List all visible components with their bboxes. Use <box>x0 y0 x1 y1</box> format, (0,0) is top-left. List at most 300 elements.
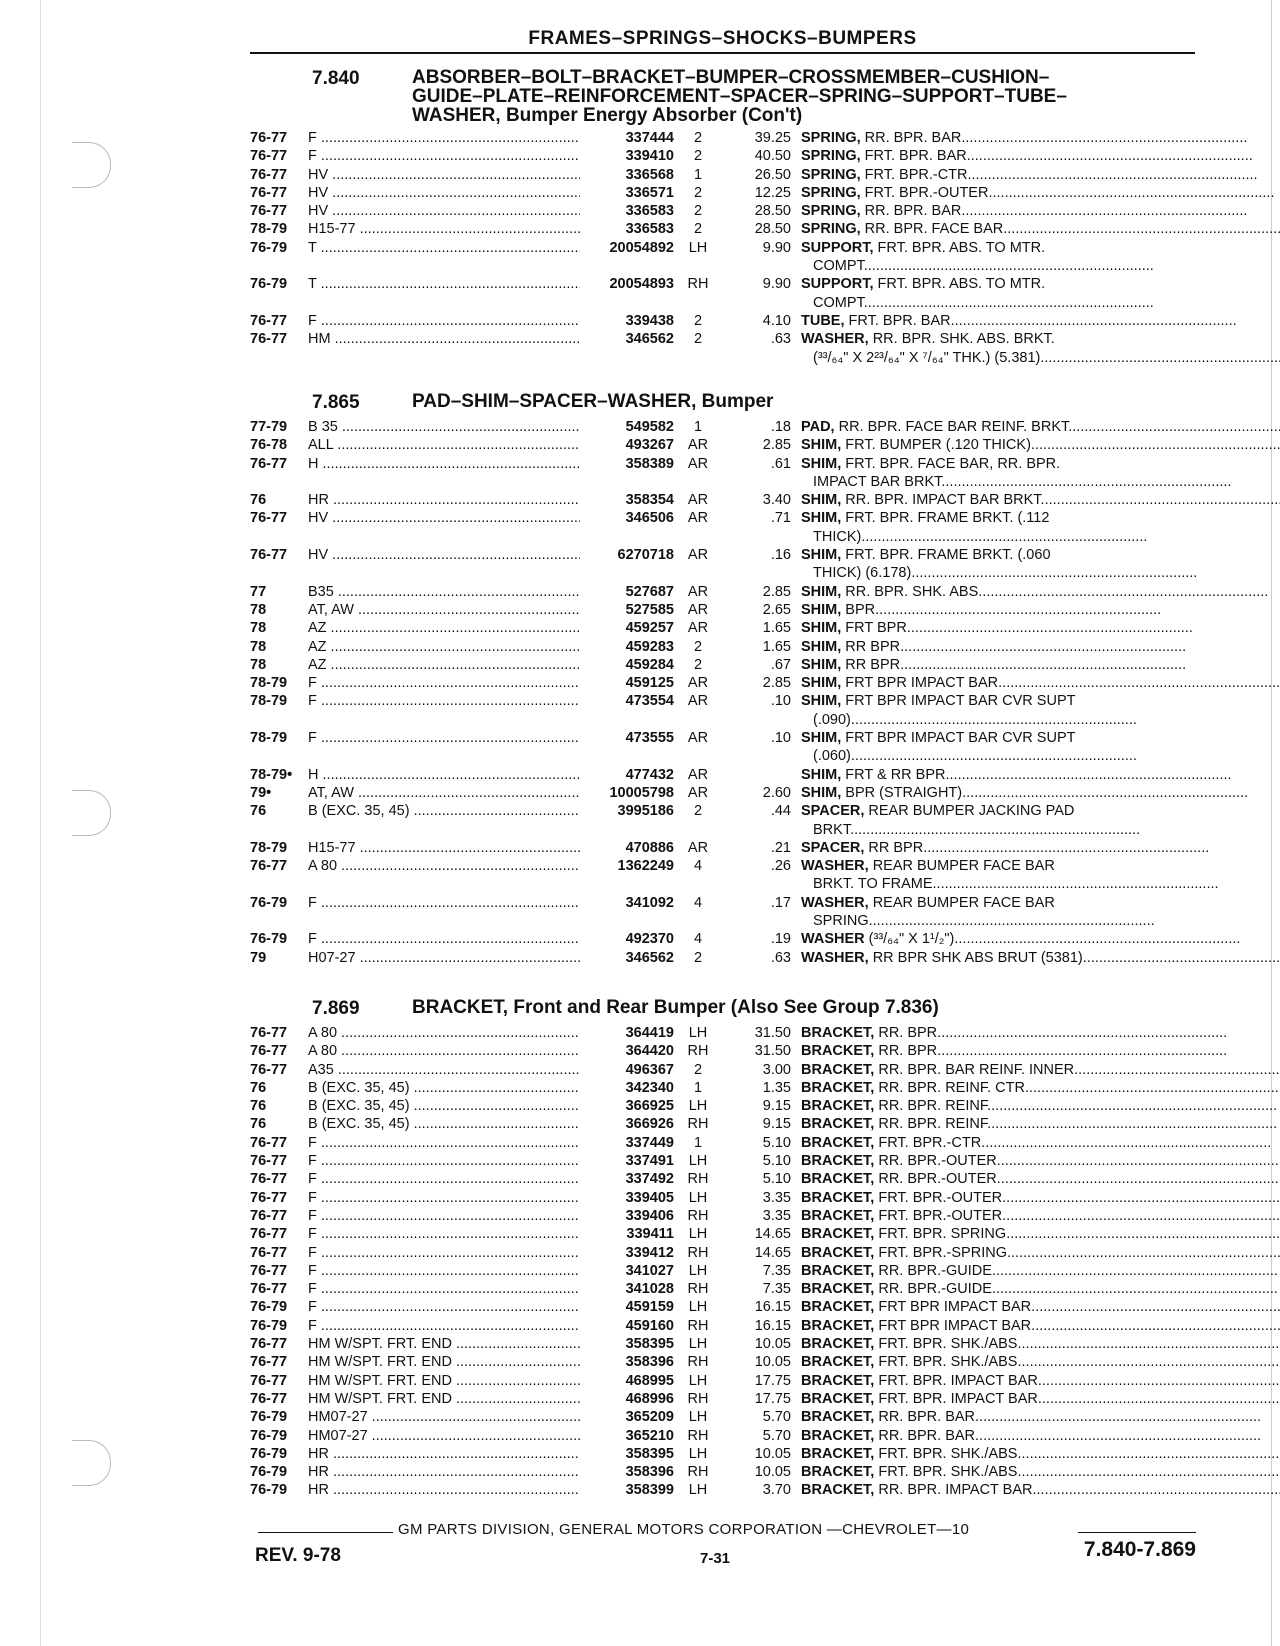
part-description <box>801 1244 1280 1262</box>
description-text <box>801 1372 1038 1390</box>
price: .63 <box>770 331 791 348</box>
quantity: 2 <box>693 331 703 348</box>
section-7-840 <box>250 68 1195 367</box>
model-code: HR ..... <box>308 1463 580 1481</box>
price: .26 <box>770 858 791 875</box>
description-line <box>801 455 1231 473</box>
model-code: B (EXC. 35, 45) ..... <box>308 802 580 839</box>
model-year: 76 <box>250 492 267 509</box>
table-row <box>250 1189 1195 1207</box>
quantity: 2 <box>693 221 703 238</box>
model-year: 76-77 <box>250 130 288 146</box>
part-detail: RR BPR <box>841 638 901 655</box>
part-detail: FRT BPR IMPACT BAR <box>841 675 999 692</box>
model-year: 76-77 <box>250 203 288 220</box>
part-detail-cont: COMPT. <box>813 258 868 275</box>
leader-dots <box>907 619 1195 637</box>
part-number: 468995 <box>625 1372 674 1389</box>
table-row <box>250 1207 1195 1225</box>
model-code: AT, AW ..... <box>308 784 580 802</box>
part-detail: FRT. BPR.-CTR. <box>874 1134 986 1151</box>
part-number: 20054892 <box>609 239 674 256</box>
price: .17 <box>770 894 791 911</box>
table-row <box>250 1335 1195 1353</box>
part-detail: REAR BUMPER FACE BAR <box>868 858 1055 875</box>
description-text <box>801 1445 1022 1463</box>
part-number: 336568 <box>625 166 674 183</box>
part-number: 339405 <box>625 1189 674 1206</box>
description-text <box>801 418 1072 436</box>
model-year: 76-77 <box>250 1262 288 1279</box>
part-detail-cont: (³³/₆₄" X 2²³/₆₄" X ⁷/₆₄" THK.) (5.381) <box>813 349 1041 366</box>
page-header: FRAMES–SPRINGS–SHOCKS–BUMPERS <box>250 28 1195 54</box>
description-text <box>801 583 982 601</box>
leader-dots <box>1022 1463 1280 1481</box>
price: 5.10 <box>762 1134 791 1151</box>
parts-table <box>250 418 1195 967</box>
part-description <box>801 436 1280 454</box>
part-detail: RR. BPR.-GUIDE <box>874 1262 992 1279</box>
part-name: BRACKET, <box>801 1317 875 1334</box>
description-line <box>801 1134 1271 1152</box>
table-row <box>250 1445 1195 1463</box>
quantity: 2 <box>693 656 703 673</box>
part-number: 473555 <box>625 730 674 747</box>
table-row <box>250 1042 1195 1060</box>
model-code: F ..... <box>308 1280 580 1298</box>
part-name: SHIM, <box>801 656 842 673</box>
section-number: 7.840 <box>312 68 360 89</box>
description-text <box>801 1244 1007 1262</box>
description-continuation <box>801 821 1195 839</box>
part-detail-cont: IMPACT BAR BRKT. <box>813 473 946 490</box>
part-description <box>801 1298 1280 1316</box>
description-line <box>801 1280 1278 1298</box>
part-description <box>801 1225 1280 1243</box>
leader-dots <box>1033 1481 1280 1499</box>
description-line <box>801 1372 1280 1390</box>
page-margin-line <box>40 0 41 1646</box>
leader-dots <box>869 912 1195 930</box>
part-description <box>801 1335 1280 1353</box>
leader-dots <box>1022 1445 1280 1463</box>
part-detail: FRT. BPR. FRAME BRKT. (.112 <box>841 510 1050 527</box>
leader-dots <box>868 257 1195 275</box>
part-description <box>801 766 1232 784</box>
table-row <box>250 166 1195 184</box>
model-year: 78-79 <box>250 221 288 238</box>
quantity: RH <box>687 1317 709 1334</box>
part-number: 468996 <box>625 1390 674 1407</box>
leader-dots <box>900 638 1195 656</box>
description-line <box>801 1225 1280 1243</box>
part-detail: RR. BPR.-OUTER <box>874 1153 997 1170</box>
leader-dots <box>911 564 1197 582</box>
model-year: 78-79 <box>250 675 288 692</box>
leader-dots <box>1002 1189 1280 1207</box>
description-line <box>801 1152 1280 1170</box>
part-number: 337492 <box>625 1171 674 1188</box>
part-name: BRACKET, <box>801 1098 875 1115</box>
part-description <box>801 839 1209 857</box>
description-line <box>801 129 1247 147</box>
part-name: SHIM, <box>801 730 842 747</box>
description-continuation <box>801 473 1231 491</box>
model-year: 76-79 <box>250 276 288 293</box>
description-text <box>801 1408 975 1426</box>
description-text <box>801 1280 992 1298</box>
part-number: 1362249 <box>617 858 674 875</box>
leader-dots <box>951 312 1237 330</box>
part-name: BRACKET, <box>801 1226 875 1243</box>
model-code: H07-27 ..... <box>308 949 580 967</box>
table-row <box>250 1152 1195 1170</box>
description-text <box>801 949 1083 967</box>
part-description <box>801 1353 1280 1371</box>
part-number: 493267 <box>625 437 674 454</box>
leader-dots <box>1072 418 1280 436</box>
description-text <box>801 638 900 656</box>
model-year: 76-77 <box>250 1061 288 1078</box>
quantity: LH <box>688 1153 708 1170</box>
part-detail: FRT. BPR. SHK./ABS. <box>874 1336 1022 1353</box>
description-text <box>801 239 1045 257</box>
leader-dots <box>1022 1353 1280 1371</box>
model-code: F ..... <box>308 1298 580 1316</box>
table-row <box>250 1427 1195 1445</box>
model-code: F ..... <box>308 1189 580 1207</box>
part-name: BRACKET, <box>801 1025 875 1041</box>
model-year: 76-77 <box>250 1244 288 1261</box>
quantity: LH <box>688 1025 708 1041</box>
table-row <box>250 491 1195 509</box>
part-detail-cont: SPRING <box>813 913 869 930</box>
model-year: 76-79 <box>250 1317 288 1334</box>
price: 39.25 <box>754 130 791 146</box>
description-line <box>801 1408 1261 1426</box>
part-description <box>801 1408 1261 1426</box>
part-description <box>801 491 1280 509</box>
quantity: 2 <box>693 184 703 201</box>
price: 12.25 <box>754 184 791 201</box>
part-name: BRACKET, <box>801 1153 875 1170</box>
price: .21 <box>770 839 791 856</box>
price: 10.05 <box>754 1464 791 1481</box>
table-row <box>250 455 1195 492</box>
part-description <box>801 1427 1261 1445</box>
part-detail: (³³/₆₄" X 1¹/₂") <box>864 931 955 948</box>
part-description <box>801 509 1195 546</box>
description-text <box>801 1353 1022 1371</box>
quantity: LH <box>688 1372 708 1389</box>
part-detail: FRT. BPR.-CTR. <box>860 166 972 183</box>
part-name: SHIM, <box>801 620 842 637</box>
model-code: HM W/SPT. FRT. END ..... <box>308 1353 580 1371</box>
part-name: BRACKET, <box>801 1336 875 1353</box>
price: 7.35 <box>762 1281 791 1298</box>
table-row <box>250 583 1195 601</box>
quantity: LH <box>688 1445 708 1462</box>
description-text <box>801 601 875 619</box>
model-year: 79 <box>250 949 267 966</box>
section-heading <box>250 68 1195 125</box>
part-description <box>801 1170 1280 1188</box>
binder-hole <box>72 142 111 188</box>
part-detail: FRT. BUMPER (.120 THICK) <box>841 437 1031 454</box>
description-line <box>801 839 1209 857</box>
part-name: SHIM, <box>801 492 842 509</box>
description-text <box>801 1042 941 1060</box>
quantity: LH <box>688 1189 708 1206</box>
table-row <box>250 1134 1195 1152</box>
part-number: 336571 <box>625 184 674 201</box>
quantity: RH <box>687 1207 709 1224</box>
part-name: SHIM, <box>801 675 842 692</box>
part-number: 336583 <box>625 203 674 220</box>
description-line <box>801 930 1240 948</box>
part-description <box>801 202 1247 220</box>
part-number: 339406 <box>625 1207 674 1224</box>
part-name: SHIM, <box>801 766 842 783</box>
leader-dots <box>1031 1317 1280 1335</box>
description-text <box>801 894 1055 912</box>
part-detail: FRT. BPR.-OUTER <box>874 1207 1003 1224</box>
quantity: LH <box>688 239 708 256</box>
leader-dots <box>923 839 1209 857</box>
model-year: 76-77 <box>250 1226 288 1243</box>
part-number: 473554 <box>625 693 674 710</box>
part-detail: REAR BUMPER JACKING PAD <box>864 803 1075 820</box>
model-code: F ..... <box>308 674 580 692</box>
part-name: SPACER, <box>801 803 865 820</box>
part-name: SUPPORT, <box>801 276 874 293</box>
parts-table <box>250 129 1195 367</box>
table-row <box>250 1353 1195 1371</box>
table-row <box>250 1463 1195 1481</box>
table-row <box>250 275 1195 312</box>
part-detail: RR. BPR. FACE BAR <box>860 221 1004 238</box>
model-code: F ..... <box>308 1134 580 1152</box>
part-number: 459284 <box>625 656 674 673</box>
description-text <box>801 1390 1038 1408</box>
part-description <box>801 1097 1277 1115</box>
quantity: RH <box>687 1464 709 1481</box>
part-description <box>801 1061 1280 1079</box>
price: 9.90 <box>762 276 791 293</box>
part-name: BRACKET, <box>801 1390 875 1407</box>
model-code: F ..... <box>308 147 580 165</box>
section-heading <box>250 998 1195 1020</box>
model-code: ALL ..... <box>308 436 580 454</box>
price: 17.75 <box>754 1390 791 1407</box>
part-detail: FRT. BPR.-SPRING <box>874 1244 1007 1261</box>
part-detail-cont: THICK) (6.178) <box>813 565 912 582</box>
revision-date: REV. 9-78 <box>255 1545 341 1566</box>
section-title <box>412 392 773 414</box>
table-row <box>250 1170 1195 1188</box>
part-detail: RR. BPR. SHK. ABS. <box>841 583 983 600</box>
description-line <box>801 692 1195 710</box>
model-code: H15-77 ..... <box>308 839 580 857</box>
description-text <box>801 1170 997 1188</box>
part-number: 365210 <box>625 1427 674 1444</box>
footer-rule-right <box>1078 1532 1196 1533</box>
part-description <box>801 1372 1280 1390</box>
quantity: 2 <box>693 312 703 329</box>
model-year: 78-79 <box>250 730 288 747</box>
part-detail: RR BPR SHK ABS BRUT (5381) <box>868 949 1083 966</box>
part-name: SHIM, <box>801 784 842 801</box>
part-description <box>801 1280 1278 1298</box>
quantity: RH <box>687 1427 709 1444</box>
description-text <box>801 1427 975 1445</box>
part-number: 346506 <box>625 510 674 527</box>
part-description <box>801 166 1258 184</box>
part-name: SPRING, <box>801 148 861 165</box>
model-code: F ..... <box>308 729 580 766</box>
price: .67 <box>770 656 791 673</box>
table-row <box>250 894 1195 931</box>
part-number: 341027 <box>625 1262 674 1279</box>
part-name: TUBE, <box>801 312 845 329</box>
part-number: 470886 <box>625 839 674 856</box>
price: .10 <box>770 730 791 747</box>
part-name: PAD, <box>801 419 835 435</box>
description-text <box>801 619 907 637</box>
quantity: 1 <box>693 1079 703 1096</box>
model-year: 76-77 <box>250 312 288 329</box>
part-description <box>801 894 1195 931</box>
description-text <box>801 129 961 147</box>
description-text <box>801 857 1055 875</box>
description-line <box>801 1298 1280 1316</box>
model-year: 77-79 <box>250 419 288 435</box>
leader-dots <box>1006 1225 1280 1243</box>
description-text <box>801 766 946 784</box>
description-continuation <box>801 349 1280 367</box>
model-code: F ..... <box>308 692 580 729</box>
part-number: 341028 <box>625 1281 674 1298</box>
description-text <box>801 692 1075 710</box>
description-line <box>801 1061 1280 1079</box>
part-name: WASHER, <box>801 858 869 875</box>
model-year: 79• <box>250 784 272 801</box>
part-name: BRACKET, <box>801 1445 875 1462</box>
quantity: 4 <box>693 894 703 911</box>
model-code: A 80 ..... <box>308 1042 580 1060</box>
quantity: 1 <box>693 1134 703 1151</box>
model-year: 76-79 <box>250 1427 288 1444</box>
part-number: 20054893 <box>609 276 674 293</box>
part-name: BRACKET, <box>801 1207 875 1224</box>
part-number: 339410 <box>625 148 674 165</box>
model-code: HV ..... <box>308 202 580 220</box>
part-detail: FRT. BPR. FRAME BRKT. (.060 <box>841 547 1051 564</box>
part-number: 358395 <box>625 1445 674 1462</box>
model-year: 78 <box>250 638 267 655</box>
model-year: 76-77 <box>250 1354 288 1371</box>
description-line <box>801 330 1280 348</box>
quantity: LH <box>688 1336 708 1353</box>
price: 10.05 <box>754 1336 791 1353</box>
model-code: F ..... <box>308 1225 580 1243</box>
description-text <box>801 166 972 184</box>
part-number: 358399 <box>625 1482 674 1499</box>
leader-dots <box>941 1042 1227 1060</box>
part-detail: RR. BPR. IMPACT BAR BRKT. <box>841 492 1045 509</box>
leader-dots <box>1074 1061 1280 1079</box>
part-description <box>801 1390 1280 1408</box>
leader-dots <box>941 1024 1227 1042</box>
model-year: 77 <box>250 583 267 600</box>
description-line <box>801 239 1195 257</box>
part-detail: FRT BPR IMPACT BAR <box>874 1299 1032 1316</box>
part-detail: FRT. BPR. SHK./ABS. <box>874 1445 1022 1462</box>
description-text <box>801 491 1045 509</box>
quantity: 2 <box>693 1061 703 1078</box>
description-line <box>801 509 1195 527</box>
model-code: AZ ..... <box>308 638 580 656</box>
part-detail: FRT BPR <box>841 620 907 637</box>
part-number: 459257 <box>625 620 674 637</box>
part-number: 459125 <box>625 675 674 692</box>
part-description <box>801 184 1274 202</box>
part-detail: FRT. BPR. IMPACT BAR <box>874 1372 1038 1389</box>
description-line <box>801 784 1248 802</box>
quantity: 1 <box>693 166 703 183</box>
description-line <box>801 1427 1261 1445</box>
model-code: T ..... <box>308 275 580 312</box>
description-line <box>801 656 1195 674</box>
part-detail: FRT. BPR. FACE BAR, RR. BPR. <box>841 455 1061 472</box>
part-name: WASHER, <box>801 949 869 966</box>
quantity: LH <box>688 1299 708 1316</box>
description-line <box>801 766 1232 784</box>
quantity: LH <box>688 1262 708 1279</box>
page-number: 7-31 <box>700 1550 731 1567</box>
quantity: AR <box>687 675 709 692</box>
model-code: HR ..... <box>308 1481 580 1499</box>
part-number: 366925 <box>625 1098 674 1115</box>
quantity: AR <box>687 583 709 600</box>
description-line <box>801 729 1195 747</box>
quantity: 1 <box>693 419 703 435</box>
part-detail: FRT. BPR. ABS. TO MTR. <box>873 276 1046 293</box>
price: 5.10 <box>762 1171 791 1188</box>
table-row <box>250 1408 1195 1426</box>
part-detail-cont: (.090) <box>813 711 851 728</box>
table-row <box>250 220 1195 238</box>
description-line <box>801 202 1247 220</box>
model-code: F ..... <box>308 129 580 147</box>
quantity: RH <box>687 1354 709 1371</box>
part-name: BRACKET, <box>801 1372 875 1389</box>
leader-dots <box>875 601 1195 619</box>
description-line <box>801 436 1280 454</box>
description-text <box>801 930 954 948</box>
binder-hole <box>72 1440 111 1486</box>
part-name: SPRING, <box>801 184 861 201</box>
part-description <box>801 1134 1271 1152</box>
table-row <box>250 202 1195 220</box>
table-row <box>250 1115 1195 1133</box>
quantity: LH <box>688 1226 708 1243</box>
part-detail: FRT. BPR.-OUTER <box>874 1189 1003 1206</box>
description-line <box>801 546 1197 564</box>
leader-dots <box>946 766 1232 784</box>
model-year: 76-77 <box>250 184 288 201</box>
part-description <box>801 330 1280 367</box>
